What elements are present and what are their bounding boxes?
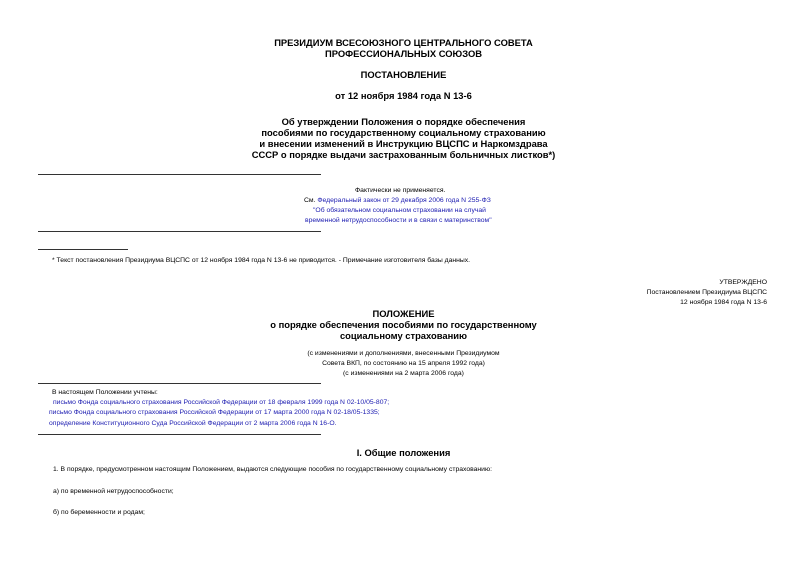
title-line-1: Об утверждении Положения о порядке обеспечения xyxy=(281,116,526,127)
paragraph-1: 1. В порядке, предусмотренном настоящим Положением, выдаются следующие пособия по государственному социальному страхованию: xyxy=(53,466,492,473)
amendments-line-2: Совета ВКП, по состоянию на 15 апреля 1992 года) xyxy=(322,360,485,367)
regulation-title: ПОЛОЖЕНИЕ xyxy=(372,308,435,319)
regulation-subtitle-1: о порядке обеспечения пособиями по государственному xyxy=(270,319,537,330)
amendments-line-3: (с изменениями на 2 марта 2006 года) xyxy=(343,370,464,377)
considered-item-1[interactable]: письмо Фонда социального страхования Российской Федерации от 18 февраля 1999 года N 02-10/05-807; xyxy=(53,399,390,406)
note-top-rule xyxy=(38,174,321,175)
amendments-line-1: (с изменениями и дополнениями, внесенными Президиумом xyxy=(307,350,500,357)
note-status: Фактически не применяется. xyxy=(355,187,446,194)
paragraph-1b: б) по беременности и родам; xyxy=(53,509,145,516)
footnote-text: * Текст постановления Президиума ВЦСПС от 12 ноября 1984 года N 13-6 не приводится. - Примечание изготовителя базы данных. xyxy=(52,257,471,264)
footnote-rule xyxy=(38,249,128,250)
approval-authority: Постановлением Президиума ВЦСПС xyxy=(646,289,767,296)
paragraph-1a: а) по временной нетрудоспособности; xyxy=(53,488,174,495)
note-law-title-2[interactable]: временной нетрудоспособности и в связи с материнством" xyxy=(305,217,492,224)
considered-bottom-rule xyxy=(38,434,321,435)
document-date: от 12 ноября 1984 года N 13-6 xyxy=(335,90,472,101)
note-see-prefix: См. xyxy=(304,197,318,204)
issuer-line-2: ПРОФЕССИОНАЛЬНЫХ СОЮЗОВ xyxy=(324,48,483,59)
approval-date: 12 ноября 1984 года N 13-6 xyxy=(680,299,767,306)
regulation-subtitle-2: социальному страхованию xyxy=(339,330,468,341)
considered-item-3[interactable]: определение Конституционного Суда Российской Федерации от 2 марта 2006 года N 16-О. xyxy=(49,420,337,427)
title-line-4: СССР о порядке выдачи застрахованным больничных листков*) xyxy=(251,149,556,160)
considered-item-2[interactable]: письмо Фонда социального страхования Российской Федерации от 17 марта 2000 года N 02-18/05-1335; xyxy=(49,409,380,416)
considered-top-rule xyxy=(38,383,321,384)
document-type: ПОСТАНОВЛЕНИЕ xyxy=(360,69,447,80)
note-bottom-rule xyxy=(38,231,321,232)
note-law-title-1[interactable]: "Об обязательном социальном страховании на случай xyxy=(313,207,486,214)
title-line-2: пособиями по государственному социальному страхованию xyxy=(261,127,546,138)
considered-heading: В настоящем Положении учтены: xyxy=(52,389,158,396)
federal-law-link[interactable]: Федеральный закон от 29 декабря 2006 года N 255-ФЗ xyxy=(317,197,491,204)
issuer-line-1: ПРЕЗИДИУМ ВСЕСОЮЗНОГО ЦЕНТРАЛЬНОГО СОВЕТА xyxy=(274,37,533,48)
section-heading: I. Общие положения xyxy=(356,447,451,458)
title-line-3: и внесении изменений в Инструкцию ВЦСПС и Наркомздрава xyxy=(259,138,548,149)
note-see-line xyxy=(304,196,491,205)
approval-label: УТВЕРЖДЕНО xyxy=(719,279,767,286)
